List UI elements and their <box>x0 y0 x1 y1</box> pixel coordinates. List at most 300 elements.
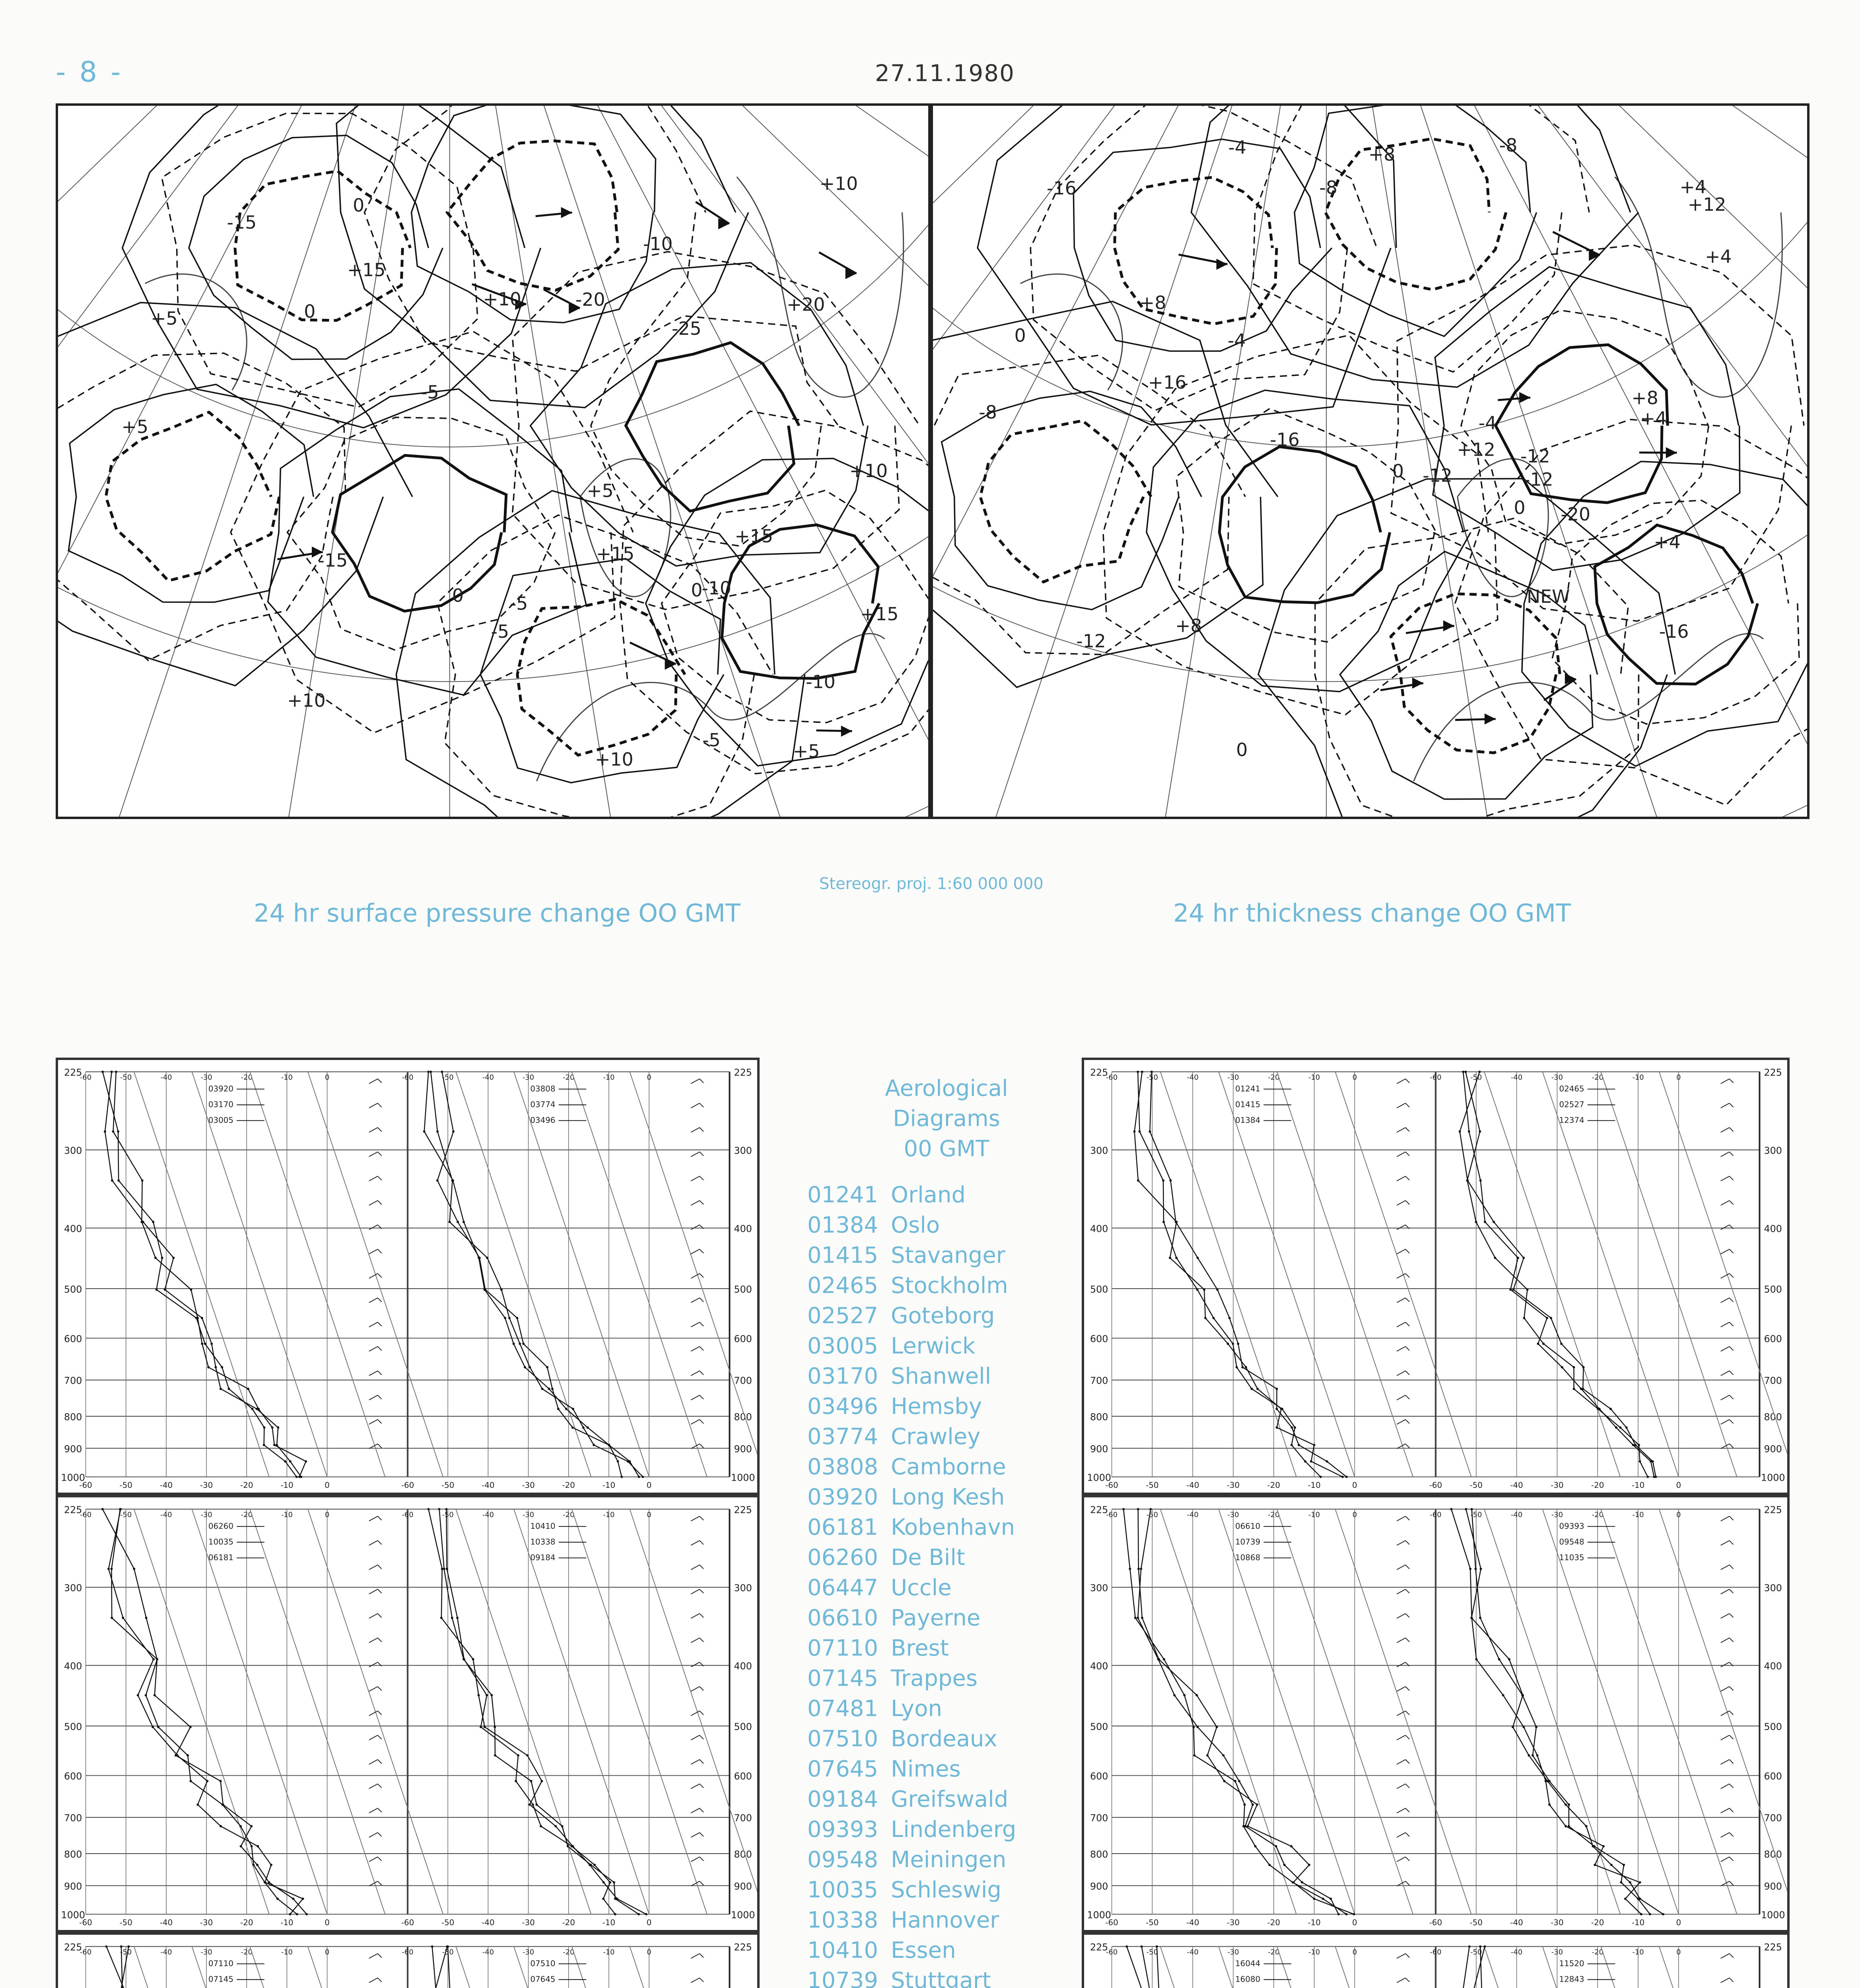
temperature-tick-label: -30 <box>200 1918 213 1928</box>
wind-barb-icon <box>1721 1565 1730 1570</box>
pressure-label-left: 225 <box>64 1941 82 1953</box>
wind-barb-icon <box>700 1298 704 1302</box>
temperature-tick-label-top: -30 <box>200 1510 212 1519</box>
pressure-label-left: 900 <box>64 1443 82 1455</box>
wind-barb-icon <box>1405 1953 1409 1957</box>
wind-barb-icon <box>1730 1589 1734 1593</box>
temperature-tick-label-top: -50 <box>442 1073 454 1082</box>
station-id: 03005 <box>807 1333 878 1359</box>
temperature-tick-label-top: -30 <box>200 1073 212 1082</box>
parallel-line <box>933 106 1807 817</box>
pressure-label-right: 400 <box>1764 1660 1782 1672</box>
isoline-label: +10 <box>819 173 858 194</box>
temperature-tick-label: -20 <box>240 1481 253 1490</box>
isoline-label: -10 <box>806 671 836 693</box>
isoline-label: +15 <box>860 603 899 625</box>
station-name: Essen <box>891 1938 956 1963</box>
wind-barb-icon <box>1721 1687 1730 1691</box>
wind-barb-icon <box>378 1298 382 1302</box>
pressure-label-left: 700 <box>1090 1375 1108 1386</box>
solid-isoline <box>1219 447 1390 603</box>
wind-barb-icon <box>1730 1881 1734 1885</box>
wind-barb-icon <box>369 1395 378 1400</box>
pressure-label-right: 500 <box>1764 1721 1782 1732</box>
temperature-tick-label: 0 <box>1676 1481 1681 1490</box>
wind-barb-icon <box>1730 1419 1734 1423</box>
wind-barb-icon <box>1721 1225 1730 1230</box>
isoline-label: -5 <box>491 621 509 643</box>
isoline-label: NEW <box>1526 586 1570 607</box>
pressure-label-left: 600 <box>1090 1333 1108 1345</box>
wind-barb-icon <box>691 1808 700 1813</box>
wind-barb-icon <box>369 1759 378 1764</box>
temperature-tick-label-top: 0 <box>1352 1510 1357 1519</box>
station-row <box>807 1966 1086 1988</box>
wind-barb-icon <box>369 1735 378 1740</box>
temperature-tick-label: -40 <box>1186 1481 1199 1490</box>
temperature-tick-label: -60 <box>401 1481 414 1490</box>
heading-line-1: Aerological <box>885 1076 1008 1101</box>
pressure-label-left: 400 <box>1090 1660 1108 1672</box>
station-name: Lyon <box>891 1696 942 1722</box>
isoline-label: 0 <box>353 195 365 216</box>
wind-barb-icon <box>1405 1371 1409 1375</box>
sounding-station-id: 12374 <box>1559 1116 1584 1125</box>
pressure-label-left: 700 <box>64 1812 82 1824</box>
wind-barb-icon <box>691 1419 700 1424</box>
station-rows <box>807 1180 1086 1988</box>
temperature-tick-label-top: -50 <box>1470 1510 1482 1519</box>
temperature-tick-label-top: -10 <box>603 1948 615 1957</box>
station-name: Orland <box>891 1182 966 1208</box>
solid-isoline <box>1191 106 1638 387</box>
wind-barb-icon <box>1721 1808 1730 1813</box>
temperature-tick-label: -20 <box>562 1481 575 1490</box>
sounding-station-id: 03808 <box>530 1084 556 1094</box>
temperature-tick-label-top: -40 <box>482 1948 494 1957</box>
temperature-tick-label-top: -60 <box>1106 1073 1118 1082</box>
station-row <box>807 1301 1086 1331</box>
temperature-tick-label-top: -30 <box>1227 1073 1239 1082</box>
pressure-label-right: 800 <box>1764 1848 1782 1860</box>
isoline-label: 0 <box>304 301 316 322</box>
wind-barb-icon <box>1730 1371 1734 1375</box>
isoline-label: -8 <box>979 402 997 423</box>
wind-barb-icon <box>1730 1200 1734 1204</box>
wind-barb-icon <box>700 1128 704 1132</box>
temperature-tick-label: 0 <box>325 1918 330 1928</box>
solid-isoline <box>626 343 799 511</box>
temperature-tick-label-top: -20 <box>241 1948 253 1957</box>
pressure-label-left: 300 <box>64 1582 82 1594</box>
wind-barb-icon <box>369 1808 378 1813</box>
sounding-station-id: 09393 <box>1559 1522 1584 1531</box>
solid-isoline <box>1147 390 1471 691</box>
station-row <box>807 1482 1086 1512</box>
station-id: 02527 <box>807 1303 878 1329</box>
station-id: 03496 <box>807 1394 878 1419</box>
station-id: 10338 <box>807 1907 878 1933</box>
station-name: Nimes <box>891 1756 961 1782</box>
wind-barb-icon <box>1397 1419 1405 1424</box>
dashed-isoline <box>980 421 1151 582</box>
isoline-label: -12 <box>1423 465 1453 486</box>
wind-barb-icon <box>691 1784 700 1789</box>
sounding-station-id: 03920 <box>208 1084 234 1094</box>
isoline-label: -5 <box>421 382 439 403</box>
isoline-label: +10 <box>483 289 521 310</box>
wind-barb-icon <box>1397 1249 1405 1254</box>
isoline-label: -16 <box>1659 621 1689 643</box>
pressure-label-right: 700 <box>1764 1812 1782 1824</box>
wind-barb-icon <box>1405 1687 1409 1691</box>
temperature-tick-label: -10 <box>280 1918 293 1928</box>
temperature-tick-label: -30 <box>200 1481 213 1490</box>
wind-barb-icon <box>378 1541 382 1545</box>
wind-barb-icon <box>691 1322 700 1327</box>
temperature-tick-label-top: -20 <box>1592 1948 1603 1957</box>
temperature-tick-label: -10 <box>1631 1481 1645 1490</box>
wind-barb-icon <box>691 1103 700 1108</box>
wind-barb-icon <box>691 1589 700 1594</box>
station-row <box>807 1452 1086 1482</box>
wind-barb-icon <box>1721 1784 1730 1789</box>
wind-barb-icon <box>1730 1322 1734 1326</box>
wind-barb-icon <box>1405 1589 1409 1593</box>
projection-note: Stereogr. proj. 1:60 000 000 <box>819 875 1044 893</box>
isoline-label: +5 <box>793 741 820 762</box>
temperature-tick-label-top: -40 <box>160 1073 172 1082</box>
isoline-label: -12 <box>1076 630 1106 652</box>
wind-barb-icon <box>700 1541 704 1545</box>
wind-barb-icon <box>1721 1249 1730 1254</box>
temperature-tick-label-top: -50 <box>120 1510 132 1519</box>
temperature-tick-label: -50 <box>441 1918 455 1928</box>
station-id: 01241 <box>807 1182 878 1208</box>
wind-barb-icon <box>378 1784 382 1788</box>
station-name: De Bilt <box>891 1545 965 1571</box>
station-name: Bordeaux <box>891 1726 997 1752</box>
isoline-label: -4 <box>1228 137 1246 158</box>
temperature-tick-label: -60 <box>79 1918 92 1928</box>
isoline-label: +10 <box>287 690 326 711</box>
movement-arrow <box>544 289 580 309</box>
wind-barb-icon <box>1721 1103 1730 1108</box>
pressure-label-left: 225 <box>1090 1067 1108 1078</box>
station-id: 07145 <box>807 1666 878 1691</box>
wind-barb-icon <box>700 1516 704 1520</box>
wind-barb-icon <box>1405 1881 1409 1885</box>
temperature-tick-label: -50 <box>441 1481 455 1490</box>
wind-barb-icon <box>369 1419 378 1424</box>
station-row <box>807 1331 1086 1361</box>
station-name: Crawley <box>891 1424 981 1450</box>
wind-barb-icon <box>700 1881 704 1885</box>
solid-isoline <box>332 455 506 611</box>
isoline-label: -15 <box>227 212 257 233</box>
temperature-tick-label: -30 <box>522 1481 535 1490</box>
pressure-label-right: 500 <box>1764 1283 1782 1295</box>
temperature-tick-label-top: -60 <box>1106 1948 1118 1957</box>
wind-barb-icon <box>1397 1953 1405 1958</box>
wind-barb-icon <box>1397 1322 1405 1327</box>
isoline-label: +20 <box>786 294 825 315</box>
temperature-tick-label-top: -60 <box>402 1073 414 1082</box>
wind-barb-icon <box>1397 1613 1405 1618</box>
sounding-station-id: 07645 <box>530 1974 556 1984</box>
temperature-tick-label-top: -20 <box>563 1948 575 1957</box>
isoline-label: +15 <box>596 543 635 565</box>
temperature-tick-label-top: -10 <box>281 1948 293 1957</box>
wind-barb-icon <box>378 1638 382 1642</box>
wind-barb-icon <box>1730 1395 1734 1399</box>
dashed-isoline <box>106 412 279 581</box>
station-list-heading <box>807 1074 1086 1164</box>
isoline-label: +5 <box>151 308 178 329</box>
wind-barb-icon <box>369 1589 378 1594</box>
wind-barb-icon <box>369 1784 378 1789</box>
isoline-label: 0 <box>691 580 703 601</box>
arrow-head-icon <box>665 659 676 670</box>
pressure-label-left: 800 <box>1090 1848 1108 1860</box>
station-id: 03170 <box>807 1363 878 1389</box>
sounding-station-id: 16080 <box>1235 1974 1261 1984</box>
temperature-tick-label-top: -50 <box>442 1510 454 1519</box>
station-id: 02465 <box>807 1273 878 1299</box>
wind-barb-icon <box>1405 1613 1409 1617</box>
wind-barb-icon <box>369 1833 378 1837</box>
left-map-caption: 24 hr surface pressure change OO GMT <box>253 899 741 928</box>
wind-barb-icon <box>1730 1613 1734 1617</box>
isoline-label: +8 <box>1368 144 1395 165</box>
wind-barb-icon <box>1730 1784 1734 1788</box>
pressure-label-left: 900 <box>1090 1881 1108 1892</box>
solid-isoline <box>122 106 541 428</box>
wind-barb-icon <box>691 1662 700 1667</box>
pressure-label-right: 1000 <box>731 1909 755 1921</box>
page-date: 27.11.1980 <box>875 60 1015 87</box>
aero-diagram-panel-6 <box>1082 1932 1790 1988</box>
station-name: Meiningen <box>891 1847 1007 1873</box>
isoline-label: -15 <box>318 550 348 571</box>
station-id: 09393 <box>807 1817 878 1842</box>
wind-barb-icon <box>1397 1225 1405 1230</box>
temperature-tick-label: -60 <box>1429 1481 1442 1490</box>
wind-barb-icon <box>378 1152 382 1156</box>
station-id: 03808 <box>807 1454 878 1480</box>
wind-barb-icon <box>369 1079 378 1083</box>
sounding-station-id: 01415 <box>1235 1100 1261 1109</box>
wind-barb-icon <box>1397 1541 1405 1545</box>
wind-barb-icon <box>378 1735 382 1739</box>
wind-barb-icon <box>700 1953 704 1957</box>
pressure-label-left: 400 <box>1090 1223 1108 1235</box>
isoline-label: -25 <box>672 318 702 339</box>
sounding-station-id: 10739 <box>1235 1537 1261 1547</box>
wind-barb-icon <box>1730 1444 1734 1448</box>
temperature-tick-label-top: -30 <box>1551 1948 1563 1957</box>
sounding-station-id: 11035 <box>1559 1553 1584 1563</box>
station-name: Hannover <box>891 1907 999 1933</box>
station-row <box>807 1180 1086 1210</box>
pressure-label-right: 800 <box>734 1848 752 1860</box>
station-id: 06181 <box>807 1514 878 1540</box>
adiabat-line <box>572 1947 707 1988</box>
wind-barb-icon <box>1397 1152 1405 1157</box>
wind-barb-icon <box>691 1371 700 1376</box>
pressure-label-left: 225 <box>1090 1941 1108 1953</box>
station-name: Goteborg <box>891 1303 995 1329</box>
isoline-label: +10 <box>595 749 634 770</box>
isoline-label: +16 <box>1148 372 1187 393</box>
wind-barb-icon <box>1405 1444 1409 1448</box>
coastline <box>536 634 884 781</box>
wind-barb-icon <box>369 1541 378 1545</box>
wind-barb-icon <box>1721 1419 1730 1424</box>
wind-barb-icon <box>1405 1516 1409 1520</box>
wind-barb-icon <box>378 1103 382 1107</box>
station-id: 10410 <box>807 1938 878 1963</box>
station-row <box>807 1633 1086 1664</box>
pressure-label-left: 900 <box>1090 1443 1108 1455</box>
pressure-label-left: 800 <box>64 1848 82 1860</box>
wind-barb-icon <box>378 1565 382 1569</box>
dashed-isoline <box>58 353 346 660</box>
pressure-label-right: 400 <box>734 1660 752 1672</box>
station-name: Uccle <box>891 1575 952 1601</box>
wind-barb-icon <box>1397 1128 1405 1132</box>
right-map-caption: 24 hr thickness change OO GMT <box>1173 899 1571 928</box>
pressure-label-right: 400 <box>734 1223 752 1235</box>
isoline-label: +15 <box>735 526 773 547</box>
temperature-tick-label: -20 <box>1267 1481 1280 1490</box>
wind-barb-icon <box>1405 1711 1409 1715</box>
wind-barb-icon <box>378 1395 382 1399</box>
aero-diagram-panel-2 <box>1082 1058 1790 1495</box>
parallel-line <box>58 106 928 447</box>
station-row <box>807 1361 1086 1392</box>
wind-barb-icon <box>1397 1759 1405 1764</box>
temperature-tick-label-top: -40 <box>160 1948 172 1957</box>
pressure-label-left: 1000 <box>1087 1472 1112 1483</box>
station-id: 07510 <box>807 1726 878 1752</box>
isoline-label: +5 <box>121 416 149 437</box>
dashed-isoline <box>287 417 555 650</box>
sounding-station-id: 01241 <box>1235 1084 1261 1094</box>
wind-barb-icon <box>1397 1808 1405 1813</box>
wind-barb-icon <box>369 1371 378 1376</box>
dashed-isoline <box>1115 177 1277 324</box>
parallel-line <box>933 106 1807 817</box>
wind-barb-icon <box>700 1395 704 1399</box>
wind-barb-icon <box>1405 1638 1409 1642</box>
wind-barb-icon <box>1730 1808 1734 1812</box>
solid-isoline <box>722 525 879 678</box>
wind-barb-icon <box>1730 1128 1734 1132</box>
wind-barb-icon <box>1730 1687 1734 1691</box>
temperature-tick-label-top: -20 <box>241 1073 253 1082</box>
wind-barb-icon <box>1405 1274 1409 1277</box>
station-id: 09548 <box>807 1847 878 1873</box>
station-row <box>807 1241 1086 1271</box>
isoline-label: +8 <box>1631 387 1658 409</box>
wind-barb-icon <box>700 1322 704 1326</box>
pressure-label-left: 225 <box>1090 1504 1108 1516</box>
wind-barb-icon <box>378 1419 382 1423</box>
wind-barb-icon <box>1721 1200 1730 1205</box>
wind-barb-icon <box>378 1978 382 1982</box>
surface-pressure-map <box>56 103 931 819</box>
station-row <box>807 1936 1086 1966</box>
movement-arrow <box>1544 679 1576 700</box>
wind-barb-icon <box>700 1079 704 1083</box>
station-name: Schleswig <box>891 1877 1001 1903</box>
temperature-tick-label-top: -30 <box>1227 1948 1239 1957</box>
pressure-label-right: 300 <box>734 1145 752 1157</box>
wind-barb-icon <box>369 1565 378 1570</box>
wind-barb-icon <box>1397 1857 1405 1862</box>
sounding-station-id: 07145 <box>208 1974 234 1984</box>
wind-barb-icon <box>1730 1833 1734 1837</box>
wind-barb-icon <box>378 1200 382 1204</box>
thickness-change-map <box>931 103 1809 819</box>
temperature-tick-label-top: 0 <box>1352 1073 1357 1082</box>
pressure-label-left: 1000 <box>1087 1909 1112 1921</box>
arrow-head-icon <box>1666 447 1677 458</box>
station-name: Lerwick <box>891 1333 976 1359</box>
wind-barb-icon <box>1397 1784 1405 1789</box>
temperature-tick-label: -30 <box>522 1918 535 1928</box>
wind-barb-icon <box>369 1249 378 1254</box>
aero-diagram-panel-3 <box>56 1495 760 1932</box>
pressure-label-left: 225 <box>64 1067 82 1078</box>
heading-line-3: 00 GMT <box>904 1136 989 1162</box>
wind-barb-icon <box>1405 1152 1409 1156</box>
temperature-tick-label-top: -40 <box>1511 1510 1523 1519</box>
arrow-head-icon <box>1443 620 1454 631</box>
station-list <box>807 1074 1086 1988</box>
temperature-tick-label: -50 <box>119 1481 132 1490</box>
wind-barb-icon <box>1405 1759 1409 1763</box>
arrow-head-icon <box>1412 678 1423 689</box>
temperature-tick-label: -40 <box>1186 1918 1199 1928</box>
wind-barb-icon <box>691 1152 700 1157</box>
wind-barb-icon <box>700 1711 704 1715</box>
isoline-label: +12 <box>1687 194 1726 215</box>
sounding-station-id: 02527 <box>1559 1100 1584 1109</box>
wind-barb-icon <box>700 1565 704 1569</box>
temperature-tick-label-top: -10 <box>1632 1510 1644 1519</box>
wind-barb-icon <box>1721 1176 1730 1181</box>
station-row <box>807 1271 1086 1301</box>
station-name: Stuttgart <box>891 1968 991 1988</box>
wind-barb-icon <box>1397 1516 1405 1521</box>
wind-barb-icon <box>1721 1322 1730 1327</box>
wind-barb-icon <box>691 1249 700 1254</box>
temperature-tick-label-top: -60 <box>1430 1073 1442 1082</box>
pressure-label-left: 400 <box>64 1223 82 1235</box>
temperature-tick-label-top: -10 <box>603 1510 615 1519</box>
temperature-tick-label: -40 <box>482 1918 495 1928</box>
sounding-station-id: 03774 <box>530 1100 556 1109</box>
sounding-station-id: 06260 <box>208 1522 234 1531</box>
isoline-label: -16 <box>1047 177 1077 199</box>
temperature-tick-label-top: 0 <box>647 1510 651 1519</box>
temperature-tick-label-top: -50 <box>1470 1948 1482 1957</box>
isoline-label: -10 <box>702 578 732 599</box>
wind-barb-icon <box>691 1759 700 1764</box>
isoline-label: +8 <box>1175 615 1202 637</box>
